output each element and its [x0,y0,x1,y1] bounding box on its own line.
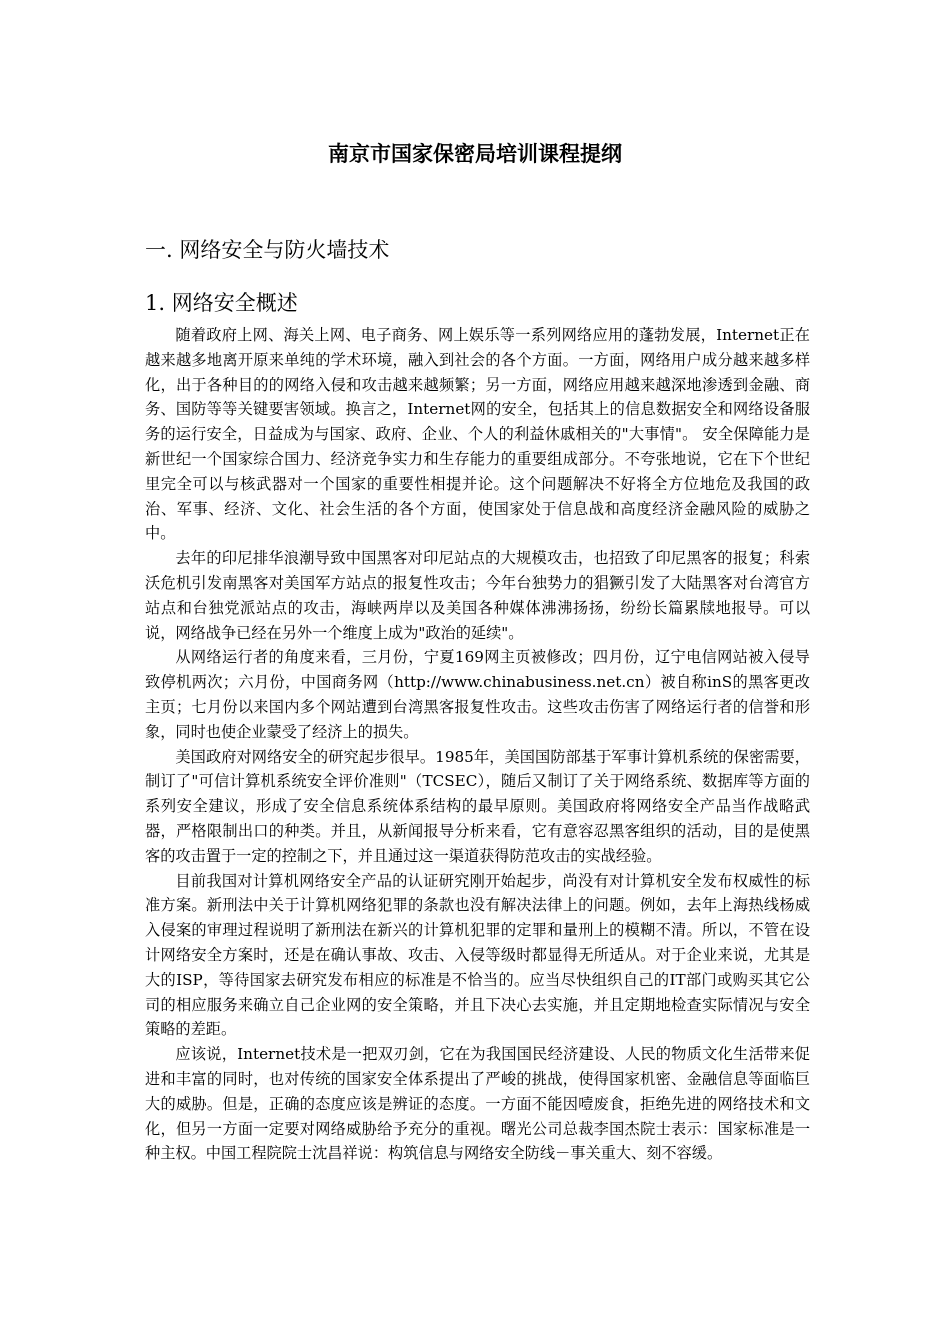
body-paragraph: 去年的印尼排华浪潮导致中国黑客对印尼站点的大规模攻击，也招致了印尼黑客的报复；科索沃危机引发南黑客对美国军方站点的报复性攻击；今年台独势力的猖獗引发了大陆黑客对台湾官方站点和台独党派站点的攻击，海峡两岸以及美国各种媒体沸沸扬扬，纷纷长篇累牍地报导。可以说，网络战争已经在另外一个维度上成为"政治的延续"。 [145,549,810,642]
body-paragraph: 从网络运行者的角度来看，三月份，宁夏169网主页被修改；四月份，辽宁电信网站被入侵导致停机两次；六月份，中国商务网（http://www.chinabusiness.net.cn）被自称inS的黑客更改主页；七月份以来国内多个网站遭到台湾黑客报复性攻击。这些攻击伤害了网络运行者的信誉和形象，同时也使企业蒙受了经济上的损失。 [145,648,810,741]
body-paragraph: 应该说，Internet技术是一把双刃剑，它在为我国国民经济建设、人民的物质文化生活带来促进和丰富的同时，也对传统的国家安全体系提出了严峻的挑战，使得国家机密、金融信息等面临巨大的威胁。但是，正确的态度应该是辨证的态度。一方面不能因噎废食，拒绝先进的网络技术和文化，但另一方面一定要对网络威胁给予充分的重视。曙光公司总裁李国杰院士表示：国家标准是一种主权。中国工程院院士沈昌祥说：构筑信息与网络安全防线－事关重大、刻不容缓。 [145,1045,810,1163]
body-paragraph: 目前我国对计算机网络安全产品的认证研究刚开始起步，尚没有对计算机安全发布权威性的标准方案。新刑法中关于计算机网络犯罪的条款也没有解决法律上的问题。例如，去年上海热线杨威入侵案的审理过程说明了新刑法在新兴的计算机犯罪的定罪和量刑上的模糊不清。所以，不管在设计网络安全方案时，还是在确认事故、攻击、入侵等级时都显得无所适从。对于企业来说，尤其是大的ISP，等待国家去研究发布相应的标准是不恰当的。应当尽快组织自己的IT部门或购买其它公司的相应服务来确立自己企业网的安全策略，并且下决心去实施，并且定期地检查实际情况与安全策略的差距。 [145,871,810,1039]
subsection-heading: 1. 网络安全概述 [145,291,298,315]
body-paragraph: 随着政府上网、海关上网、电子商务、网上娱乐等一系列网络应用的蓬勃发展，Internet正在越来越多地离开原来单纯的学术环境，融入到社会的各个方面。一方面，网络用户成分越来越多样化，出于各种目的的网络入侵和攻击越来越频繁；另一方面，网络应用越来越深地渗透到金融、商务、国防等等关键要害领域。换言之，Internet网的安全，包括其上的信息数据安全和网络设备服务的运行安全，日益成为与国家、政府、企业、个人的利益休戚相关的"大事情"。 安全保障能力是新世纪一个国家综合国力、经济竞争实力和生存能力的重要组成部分。不夸张地说，它在下个世纪里完全可以与核武器对一个国家的重要性相提并论。这个问题解决不好将全方位地危及我国的政治、军事、经济、文化、社会生活的各个方面，使国家处于信息战和高度经济金融风险的威胁之中。 [145,326,810,543]
section-heading: 一. 网络安全与防火墙技术 [145,238,390,262]
document-body [145,323,810,1166]
body-paragraph: 美国政府对网络安全的研究起步很早。1985年，美国国防部基于军事计算机系统的保密需要，制订了"可信计算机系统安全评价准则"（TCSEC），随后又制订了关于网络系统、数据库等方面的系列安全建议，形成了安全信息系统体系结构的最早原则。美国政府将网络安全产品当作战略武器，严格限制出口的种类。并且，从新闻报导分析来看，它有意容忍黑客组织的活动，目的是使黑客的攻击置于一定的控制之下，并且通过这一渠道获得防范攻击的实战经验。 [145,747,810,865]
document-title: 南京市国家保密局培训课程提纲 [328,141,622,166]
